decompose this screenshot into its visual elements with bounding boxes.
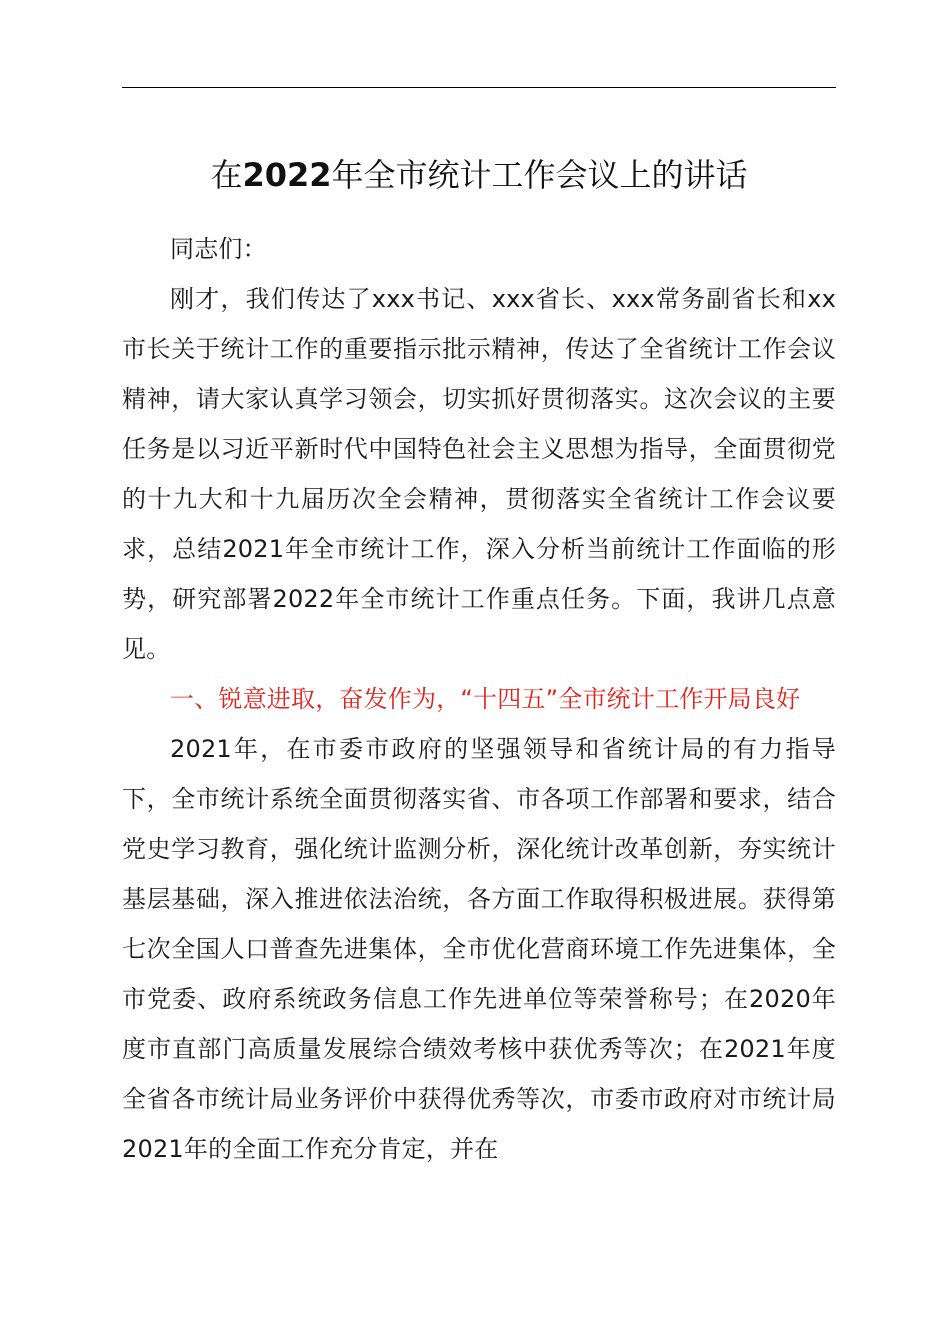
document-body (122, 224, 836, 1174)
document-title (122, 150, 836, 200)
title-year: 2022 (242, 156, 332, 194)
title-suffix: 年全市统计工作会议上的讲话 (331, 156, 748, 194)
paragraph-intro: 刚才，我们传达了xxx书记、xxx省长、xxx常务副省长和xx市长关于统计工作的重要指示批示精神，传达了全省统计工作会议精神，请大家认真学习领会，切实抓好贯彻落实。这次会议的主要任务是以习近平新时代中国特色社会主义思想为指导，全面贯彻党的十九大和十九届历次全会精神，贯彻落实全省统计工作会议要求，总结2021年全市统计工作，深入分析当前统计工作面临的形势，研究部署2022年全市统计工作重点任务。下面，我讲几点意见。 (122, 285, 836, 663)
title-prefix: 在 (210, 156, 243, 194)
paragraph-2021-review: 2021年，在市委市政府的坚强领导和省统计局的有力指导下，全市统计系统全面贯彻落实省、市各项工作部署和要求，结合党史学习教育，强化统计监测分析，深化统计改革创新，夯实统计基层基础，深入推进依法治统，各方面工作取得积极进展。获得第七次全国人口普查先进集体，全市优化营商环境工作先进集体，全市党委、政府系统政务信息工作先进单位等荣誉称号；在2020年度市直部门高质量发展综合绩效考核中获优秀等次；在2021年度全省各市统计局业务评价中获得优秀等次，市委市政府对市统计局2021年的全面工作充分肯定，并在 (122, 735, 836, 1163)
section-heading-1: 一、锐意进取，奋发作为，“十四五”全市统计工作开局良好 (170, 685, 801, 713)
salutation: 同志们： (170, 235, 267, 263)
top-rule (122, 87, 836, 88)
